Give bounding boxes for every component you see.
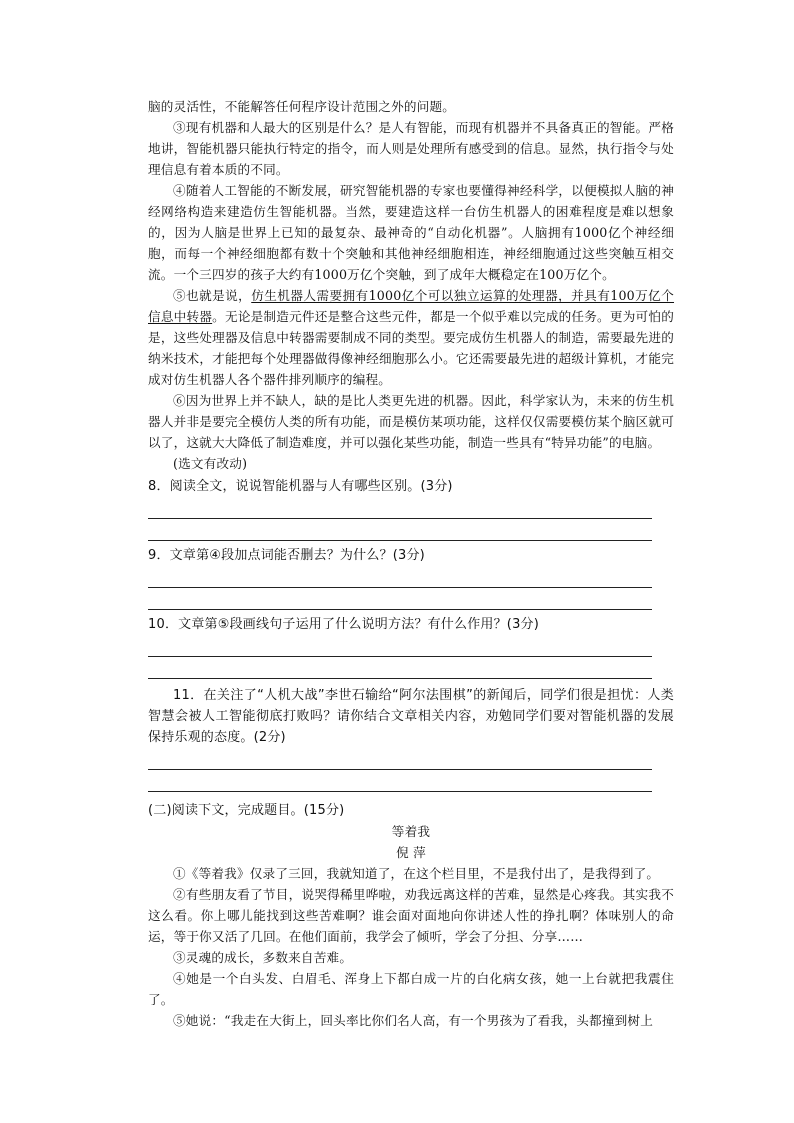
answer-line[interactable]: [148, 657, 652, 679]
paragraph-6: ⑥因为世界上并不缺人，缺的是比人类更先进的机器。因此，科学家认为，未来的仿生机器人并非是要完全模仿人类的所有功能，而是模仿某项功能，这样仅仅需要模仿某个脑区就可以了，这就大大降低了制造难度，并可以强化某些功能，制造一些具有“特异功能”的电脑。: [148, 393, 674, 450]
paragraph-5: [148, 285, 674, 390]
question-11-text: 11．在关注了“人机大战”李世石输给“阿尔法围棋”的新闻后，同学们很是担忧：人类智慧会被人工智能彻底打败吗？请你结合文章相关内容，劝勉同学们要对智能机器的发展保持乐观的态度。(2分): [148, 688, 674, 745]
section-2: [148, 800, 674, 1031]
article-title: 等着我: [391, 824, 431, 839]
answer-line[interactable]: [148, 748, 652, 770]
answer-line[interactable]: [148, 497, 652, 519]
answer-line[interactable]: [148, 519, 652, 541]
question-9: [148, 545, 674, 610]
question-9-text: 9．文章第④段加点词能否删去？为什么？(3分): [148, 548, 425, 563]
paragraph-4: ④随着人工智能的不断发展，研究智能机器的专家也要懂得神经科学，以便模拟人脑的神经网络构造来建造仿生智能机器。当然，要建造这样一台仿生机器人的困难程度是难以想象的，因为人脑是世界上已知的最复杂、最神奇的“自动化机器”。人脑拥有1000亿个神经细胞，而每一个神经细胞都有数十个突触和其他神经细胞相连，神经细胞通过这些突触互相交流。一个三四岁的孩子大约有1000万亿个突触，到了成年大概稳定在100万亿个。: [148, 183, 674, 282]
s2-paragraph-1: ①《等着我》仅录了三回，我就知道了，在这个栏目里，不是我付出了，是我得到了。: [173, 866, 660, 881]
question-10-text: 10．文章第⑤段画线句子运用了什么说明方法？有什么作用？(3分): [148, 617, 540, 632]
s2-paragraph-3: ③灵魂的成长，多数来自苦难。: [173, 950, 353, 965]
answer-line[interactable]: [148, 566, 652, 588]
answer-line[interactable]: [148, 635, 652, 657]
question-10: [148, 614, 674, 679]
answer-line[interactable]: [148, 588, 652, 610]
s2-paragraph-5: ⑤她说：“我走在大街上，回头率比你们名人高，有一个男孩为了看我，头都撞到树上: [173, 1013, 654, 1028]
passage-continuation: 脑的灵活性，不能解答任何程序设计范围之外的问题。: [148, 99, 456, 114]
article-author: 倪 萍: [396, 845, 426, 860]
page-content: [148, 96, 674, 1031]
paragraph-5-lead: ⑤也就是说，: [173, 288, 252, 303]
paragraph-5-rest: 。无论是制造元件还是整合这些元件，都是一个似乎难以完成的任务。更为可怕的是，这些处理器及信息中转器需要制成不同的类型。要完成仿生机器人的制造，需要最先进的纳米技术，才能把每个处理器做得像神经细胞那么小。它还需要最先进的超级计算机，才能完成对仿生机器人各个器件排列顺序的编程。: [148, 309, 675, 387]
answer-line[interactable]: [148, 770, 652, 792]
paragraph-3: ③现有机器和人最大的区别是什么？是人有智能，而现有机器并不具备真正的智能。严格地讲，智能机器只能执行特定的指令，而人则是处理所有感受到的信息。显然，执行指令与处理信息有着本质的不同。: [148, 120, 674, 177]
s2-paragraph-2: ②有些朋友看了节目，说哭得稀里哗啦，劝我远离这样的苦难，显然是心疼我。其实我不这么看。你上哪儿能找到这些苦难啊？谁会面对面地向你讲述人性的挣扎啊？体味别人的命运，等于你又活了几回。在他们面前，我学会了倾听，学会了分担、分享……: [148, 887, 674, 944]
underlined-sentence: 仿生机器人需要拥有1000亿个可以独立运算的处理器，并具有100万亿个信息中转器: [148, 288, 675, 324]
s2-paragraph-4: ④她是一个白头发、白眉毛、浑身上下都白成一片的白化病女孩，她一上台就把我震住了。: [148, 971, 674, 1007]
section-2-heading: (二)阅读下文，完成题目。(15分): [148, 803, 345, 818]
question-8-text: 8．阅读全文，说说智能机器与人有哪些区别。(3分): [148, 479, 453, 494]
source-note: (选文有改动): [173, 456, 248, 471]
question-11: [148, 685, 674, 792]
question-8: [148, 476, 674, 541]
